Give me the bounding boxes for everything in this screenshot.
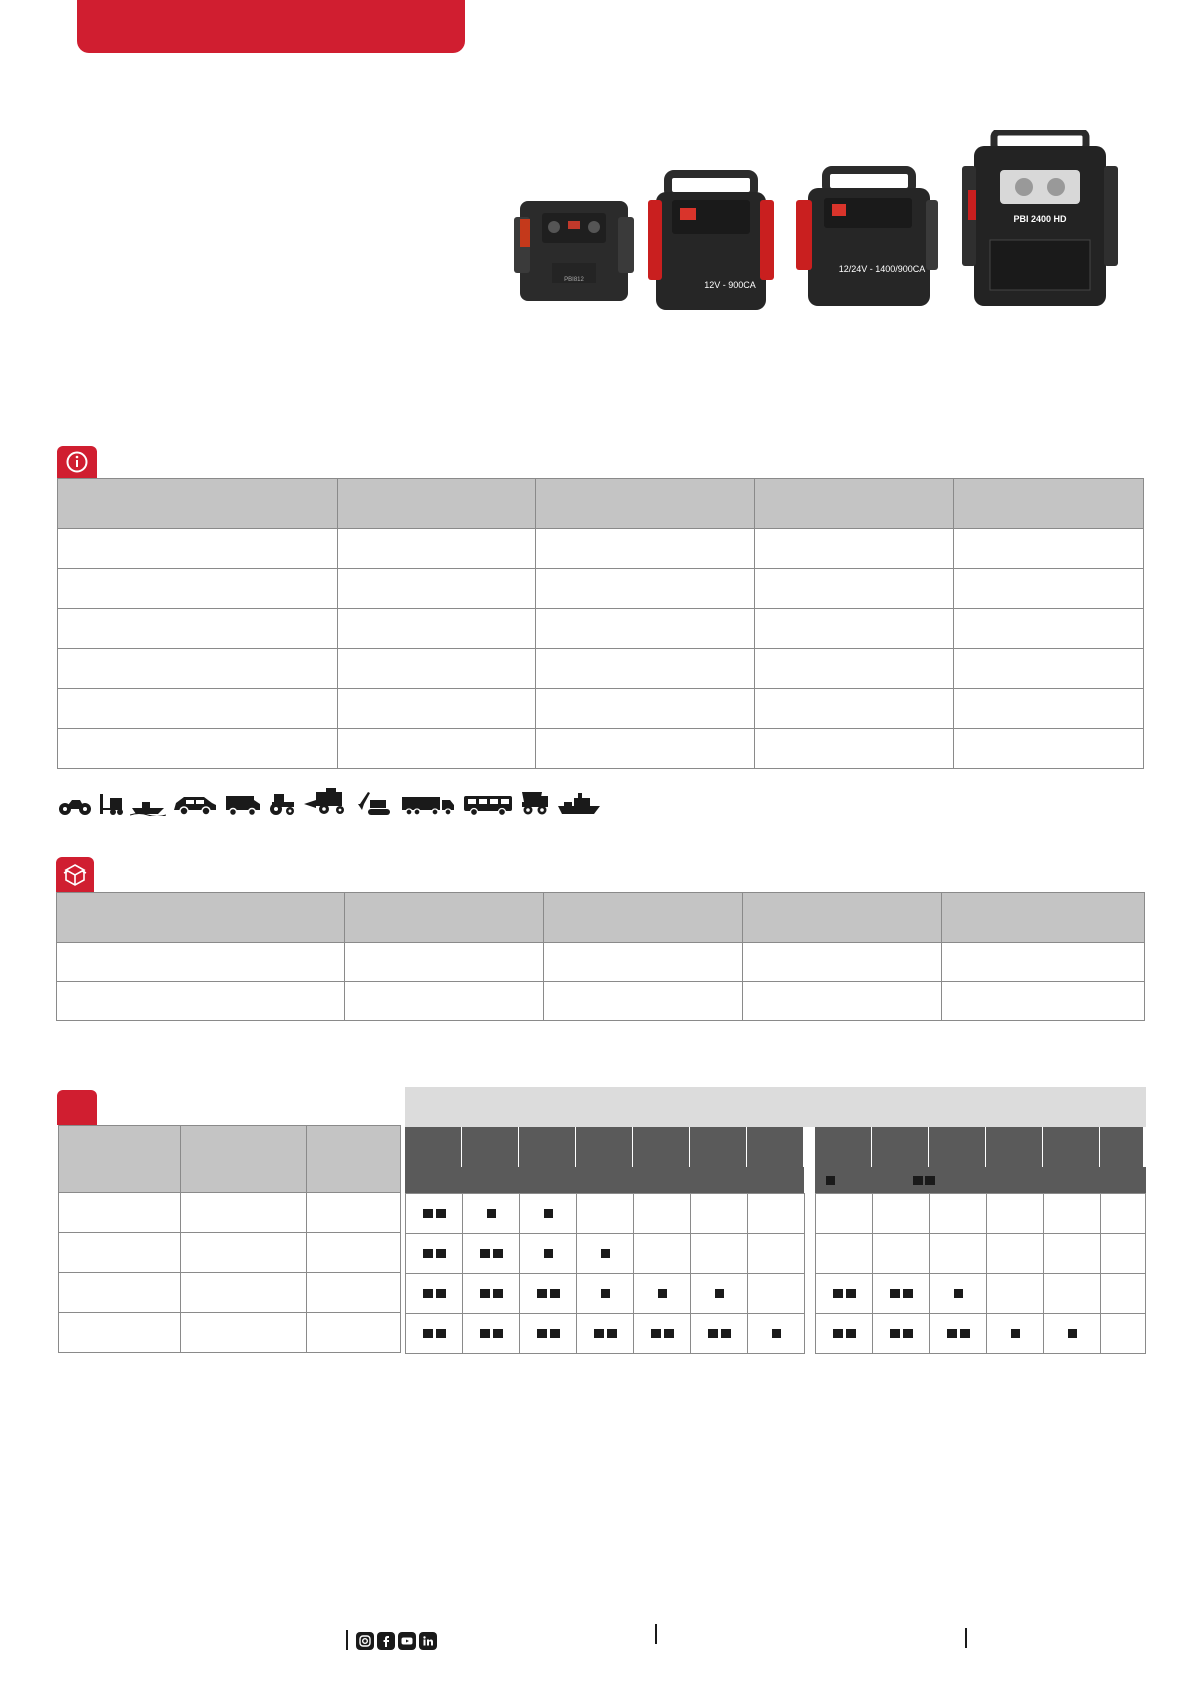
package-row	[57, 943, 1145, 982]
compat-subheader-a	[405, 1167, 804, 1193]
compat-marker	[423, 1329, 433, 1338]
compat-cell	[520, 1274, 577, 1314]
footer-separator	[965, 1628, 967, 1648]
spec-header-cell	[338, 479, 536, 529]
compat-cell	[748, 1234, 805, 1274]
compat-marker	[601, 1289, 610, 1298]
compat-marker	[708, 1329, 718, 1338]
compat-cell	[816, 1314, 873, 1354]
compat-marker	[480, 1249, 490, 1258]
compat-marker	[890, 1289, 900, 1298]
compat-marker	[544, 1209, 553, 1218]
compat-marker	[954, 1289, 963, 1298]
compat-badge	[57, 1090, 97, 1125]
compat-marker	[772, 1329, 781, 1338]
spec-row	[58, 569, 1144, 609]
excavator-icon	[356, 790, 394, 816]
compat-marker	[487, 1209, 496, 1218]
compat-cell	[406, 1314, 463, 1354]
package-badge	[56, 857, 94, 893]
compat-cell	[577, 1194, 634, 1234]
compat-marker	[537, 1289, 547, 1298]
compat-cell	[463, 1274, 520, 1314]
compat-cell	[816, 1194, 873, 1234]
compat-cell	[987, 1194, 1044, 1234]
compat-cell	[691, 1274, 748, 1314]
compat-marker	[436, 1289, 446, 1298]
truck-icon	[400, 794, 456, 816]
product-image-4	[960, 130, 1120, 315]
compat-cell	[691, 1194, 748, 1234]
compat-cell	[691, 1234, 748, 1274]
boat-icon	[130, 798, 166, 816]
compat-cell	[930, 1314, 987, 1354]
compat-cell	[873, 1274, 930, 1314]
compat-marker	[480, 1289, 490, 1298]
compat-header-cells-b	[815, 1127, 1144, 1167]
compat-left-row	[59, 1273, 401, 1313]
package-table	[56, 892, 1145, 1021]
compat-cell	[930, 1194, 987, 1234]
compat-cell	[406, 1274, 463, 1314]
compat-marker	[550, 1329, 560, 1338]
compat-cell	[1044, 1194, 1101, 1234]
compat-cell	[873, 1194, 930, 1234]
compat-marker	[537, 1329, 547, 1338]
compat-marker	[890, 1329, 900, 1338]
compat-cell	[873, 1314, 930, 1354]
compat-cell	[1044, 1274, 1101, 1314]
compat-cell	[463, 1314, 520, 1354]
compat-cell	[634, 1274, 691, 1314]
svg-text:12V - 900CA: 12V - 900CA	[704, 280, 756, 290]
group-double-marker	[913, 1176, 935, 1185]
spec-row	[58, 609, 1144, 649]
compat-marker	[423, 1249, 433, 1258]
compat-left-row	[59, 1233, 401, 1273]
harvester-icon	[302, 788, 350, 816]
compat-cell	[406, 1234, 463, 1274]
compat-grid-a	[405, 1193, 805, 1354]
compat-marker	[493, 1329, 503, 1338]
instagram-icon[interactable]	[356, 1632, 374, 1650]
spec-row	[58, 689, 1144, 729]
compat-cell	[1044, 1234, 1101, 1274]
svg-text:PBI 2400 HD: PBI 2400 HD	[1013, 214, 1067, 224]
bus-icon	[462, 794, 514, 816]
spec-row	[58, 649, 1144, 689]
compat-cell	[748, 1314, 805, 1354]
compat-marker	[846, 1329, 856, 1338]
facebook-icon[interactable]	[377, 1632, 395, 1650]
compat-marker	[594, 1329, 604, 1338]
van-icon	[224, 794, 262, 816]
compat-left-table	[58, 1125, 401, 1353]
compat-cell	[577, 1314, 634, 1354]
spec-header-cell	[755, 479, 954, 529]
package-icon	[62, 862, 88, 888]
compat-marker	[903, 1289, 913, 1298]
group-single-marker	[826, 1176, 835, 1185]
compat-grid-b	[815, 1193, 1146, 1354]
compat-cell	[1044, 1314, 1101, 1354]
compat-cell	[1101, 1194, 1146, 1234]
compat-marker	[664, 1329, 674, 1338]
compat-marker	[423, 1209, 433, 1218]
spec-header-cell	[536, 479, 755, 529]
compat-header-cells-a	[405, 1127, 804, 1167]
compat-marker	[1068, 1329, 1077, 1338]
svg-text:PBI812: PBI812	[564, 277, 584, 283]
compat-cell	[816, 1234, 873, 1274]
compat-left-header-row	[59, 1126, 401, 1193]
info-icon	[65, 450, 89, 474]
header-tab	[77, 0, 465, 53]
compat-cell	[520, 1234, 577, 1274]
spec-row	[58, 729, 1144, 769]
spec-row	[58, 529, 1144, 569]
dump-truck-icon	[520, 788, 550, 816]
compat-marker	[493, 1289, 503, 1298]
forklift-icon	[98, 792, 124, 816]
compat-cell	[463, 1234, 520, 1274]
compat-marker	[493, 1249, 503, 1258]
compat-cell	[816, 1274, 873, 1314]
compat-cell	[748, 1194, 805, 1234]
compat-cell	[577, 1234, 634, 1274]
compat-marker	[544, 1249, 553, 1258]
footer-separator	[346, 1630, 348, 1650]
compat-marker	[903, 1329, 913, 1338]
product-image-3	[792, 166, 942, 311]
social-icons	[356, 1632, 437, 1650]
compat-marker	[601, 1249, 610, 1258]
motorcycle-icon	[58, 794, 92, 816]
footer-separator	[655, 1624, 657, 1644]
compat-marker	[833, 1289, 843, 1298]
youtube-icon[interactable]	[398, 1632, 416, 1650]
compat-marker	[550, 1289, 560, 1298]
compat-marker	[436, 1209, 446, 1218]
compat-cell	[987, 1274, 1044, 1314]
compat-marker	[607, 1329, 617, 1338]
compat-cell	[634, 1314, 691, 1354]
compat-cell	[1101, 1274, 1146, 1314]
compat-left-row	[59, 1193, 401, 1233]
compat-cell	[406, 1194, 463, 1234]
compat-cell	[1101, 1234, 1146, 1274]
package-row	[57, 982, 1145, 1021]
compat-subheader-b	[815, 1167, 1146, 1193]
vehicle-icons-row	[58, 788, 602, 816]
compat-marker	[715, 1289, 724, 1298]
package-header-row	[57, 893, 1145, 943]
info-badge	[57, 446, 97, 478]
compat-marker	[436, 1329, 446, 1338]
compat-marker	[651, 1329, 661, 1338]
compat-marker	[721, 1329, 731, 1338]
compat-cell	[463, 1194, 520, 1234]
car-icon	[172, 794, 218, 816]
svg-text:12/24V - 1400/900CA: 12/24V - 1400/900CA	[838, 264, 926, 274]
compat-group-header	[405, 1087, 1146, 1127]
compat-cell	[1101, 1314, 1146, 1354]
compat-marker	[423, 1289, 433, 1298]
compat-cell	[634, 1194, 691, 1234]
compat-cell	[634, 1234, 691, 1274]
compat-marker	[1011, 1329, 1020, 1338]
ship-icon	[556, 792, 602, 816]
product-image-2	[646, 170, 776, 315]
compat-cell	[520, 1314, 577, 1354]
compat-marker	[480, 1329, 490, 1338]
compat-cell	[691, 1314, 748, 1354]
compat-marker	[960, 1329, 970, 1338]
tractor-icon	[268, 792, 296, 816]
spec-header-row	[58, 479, 1144, 529]
compat-marker	[947, 1329, 957, 1338]
compat-cell	[748, 1274, 805, 1314]
spec-table	[57, 478, 1144, 769]
compat-marker	[658, 1289, 667, 1298]
compat-cell	[520, 1194, 577, 1234]
compat-cell	[987, 1314, 1044, 1354]
spec-header-cell	[58, 479, 338, 529]
compat-marker	[846, 1289, 856, 1298]
product-image-1	[512, 193, 636, 308]
spec-header-cell	[954, 479, 1144, 529]
compat-cell	[930, 1234, 987, 1274]
compat-cell	[577, 1274, 634, 1314]
compat-cell	[930, 1274, 987, 1314]
compat-marker	[833, 1329, 843, 1338]
compat-cell	[873, 1234, 930, 1274]
compat-cell	[987, 1234, 1044, 1274]
compat-marker	[436, 1249, 446, 1258]
linkedin-icon[interactable]	[419, 1632, 437, 1650]
compat-left-row	[59, 1313, 401, 1353]
